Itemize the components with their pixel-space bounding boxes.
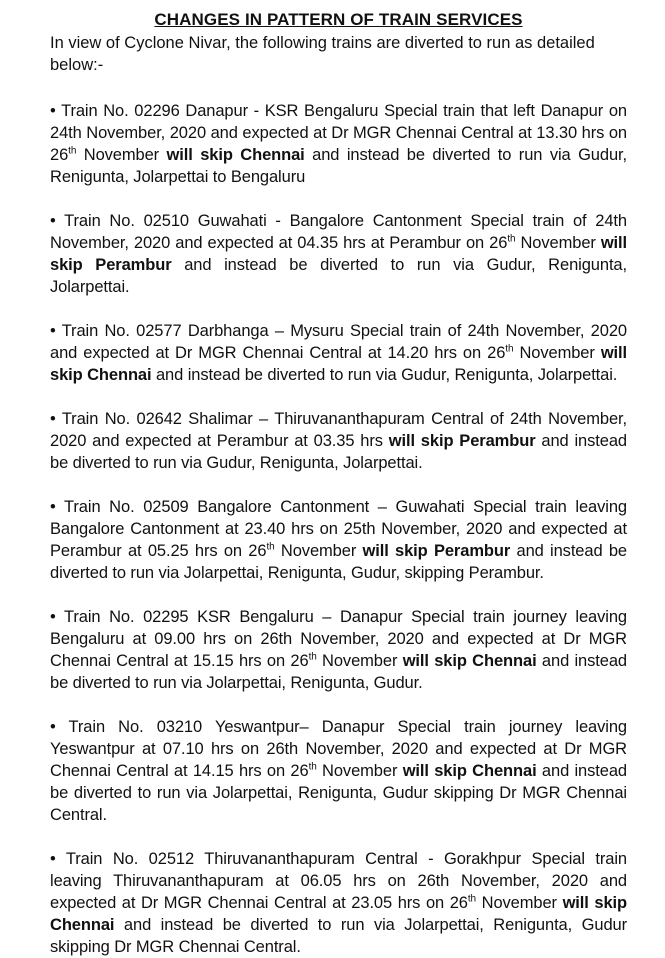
- skip-station-text: will skip Chennai: [166, 146, 305, 164]
- date-suffix: th: [68, 145, 77, 157]
- train-item: [50, 320, 627, 386]
- train-item: [50, 496, 627, 584]
- train-item-text: and instead be diverted to run via Jolarpettai, Renigunta, Gudur, skipping Perambur.: [50, 542, 627, 582]
- skip-station-text: will skip Perambur: [362, 542, 511, 560]
- skip-station-text: will skip Chennai: [402, 762, 537, 780]
- train-item-text: and instead be diverted to run via Jolarpettai, Renigunta, Gudur skipping Dr MGR Chennai Central.: [50, 762, 627, 824]
- bullet-icon: •: [50, 718, 56, 736]
- train-item-text: and instead be diverted to run via Gudur, Renigunta, Jolarpettai.: [50, 432, 627, 472]
- skip-station-text: will skip Perambur: [50, 234, 627, 274]
- train-item-text: and instead be diverted to run via Gudur, Renigunta, Jolarpettai.: [50, 256, 627, 296]
- date-suffix: th: [505, 343, 514, 355]
- train-item: [50, 210, 627, 298]
- train-item-text: Train No. 02577 Darbhanga – Mysuru Special train of 24th November, 2020 and expected at Dr MGR Chennai Central at 14.20 hrs on 26: [50, 322, 627, 362]
- train-item-text: Train No. 02642 Shalimar – Thiruvananthapuram Central of 24th November, 2020 and expected at Perambur at 03.35 hrs: [50, 410, 627, 450]
- skip-station-text: will skip Chennai: [50, 344, 627, 384]
- skip-station-text: will skip Chennai: [50, 894, 628, 934]
- train-item-text: November: [513, 344, 601, 362]
- train-list: [50, 100, 627, 958]
- bullet-icon: •: [50, 608, 56, 626]
- train-item-text: and instead be diverted to run via Jolarpettai, Renigunta, Gudur skipping Dr MGR Chennai Central.: [50, 916, 627, 956]
- train-item-text: November: [476, 894, 563, 912]
- train-item-text: and instead be diverted to run via Gudur, Renigunta, Jolarpettai.: [151, 366, 618, 384]
- train-item: [50, 716, 627, 826]
- train-item-text: November: [515, 234, 601, 252]
- skip-station-text: will skip Perambur: [388, 432, 536, 450]
- train-item-text: November: [274, 542, 363, 560]
- train-item-text: Train No. 02512 Thiruvananthapuram Central - Gorakhpur Special train leaving Thiruvananthapuram at 06.05 hrs on 26th November, 2020 and expected at Dr MGR Chennai Central at 23.05 hrs on 26: [50, 850, 628, 912]
- bullet-icon: •: [50, 498, 56, 516]
- skip-station-text: will skip Chennai: [402, 652, 537, 670]
- bullet-icon: •: [50, 322, 56, 340]
- train-item-text: Train No. 03210 Yeswantpur– Danapur Special train journey leaving Yeswantpur at 07.10 hrs on 26th November, 2020 and expected at Dr MGR Chennai Central at 14.15 hrs on 26: [50, 718, 628, 780]
- bullet-icon: •: [50, 410, 56, 428]
- bullet-icon: •: [50, 850, 56, 868]
- train-item-text: November: [76, 146, 167, 164]
- train-item-text: Train No. 02295 KSR Bengaluru – Danapur Special train journey leaving Bengaluru at 09.00 hrs on 26th November, 2020 and expected at Dr MGR Chennai Central at 15.15 hrs on 26: [50, 608, 628, 670]
- train-item: [50, 848, 627, 958]
- train-item-text: November: [316, 652, 403, 670]
- train-item-text: November: [316, 762, 403, 780]
- train-item: [50, 100, 627, 188]
- date-suffix: th: [308, 761, 317, 773]
- date-suffix: th: [467, 893, 477, 905]
- train-item-text: and instead be diverted to run via Gudur, Renigunta, Jolarpettai to Bengaluru: [50, 146, 628, 186]
- intro-text: In view of Cyclone Nivar, the following trains are diverted to run as detailed below:-: [50, 34, 595, 74]
- date-suffix: th: [507, 233, 516, 245]
- bullet-icon: •: [50, 102, 56, 120]
- date-suffix: th: [266, 541, 275, 553]
- train-item: [50, 606, 627, 694]
- train-item-text: Train No. 02510 Guwahati - Bangalore Cantonment Special train of 24th November, 2020 and expected at 04.35 hrs at Perambur on 26: [50, 212, 627, 252]
- date-suffix: th: [308, 651, 317, 663]
- page-title: CHANGES IN PATTERN OF TRAIN SERVICES: [154, 10, 523, 29]
- bullet-icon: •: [50, 212, 56, 230]
- train-item: [50, 408, 627, 474]
- train-item-text: Train No. 02509 Bangalore Cantonment – Guwahati Special train leaving Bangalore Cantonment at 23.40 hrs on 25th November, 2020 and expected at Perambur at 05.25 hrs on 26: [50, 498, 627, 560]
- train-item-text: Train No. 02296 Danapur - KSR Bengaluru Special train that left Danapur on 24th November, 2020 and expected at Dr MGR Chennai Central at 13.30 hrs on 26: [50, 102, 627, 164]
- train-item-text: and instead be diverted to run via Jolarpettai, Renigunta, Gudur.: [50, 652, 627, 692]
